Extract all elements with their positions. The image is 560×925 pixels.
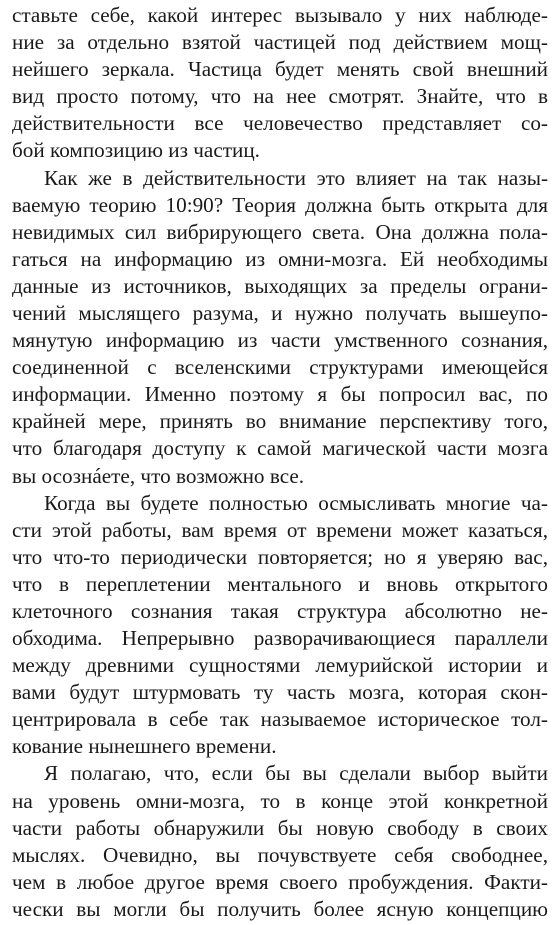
text-line: части работы обнаружили бы новую свободу в своих	[12, 815, 548, 840]
text-line: мянутую информацию из части умственного сознания,	[12, 328, 548, 353]
text-line: центрировала в себе так называемое историческое тол-	[12, 707, 548, 732]
text-line: что в переплетении ментального и вновь открытого	[12, 571, 548, 596]
text-line: ставьте себе, какой интерес вызывало у них наблюде-	[12, 3, 548, 27]
text-line: чений мыслящего разума, и нужно получать вышеупо-	[12, 300, 548, 325]
text-line: гаться на информацию из омни-мозга. Ей необходимы	[12, 246, 548, 271]
text-line: чем в любое другое время своего пробуждения. Факти-	[12, 869, 548, 894]
text-line: нейшего зеркала. Частица будет менять свой внешний	[12, 57, 548, 82]
text-line: действительности все человечество представляет со-	[12, 111, 548, 136]
text-line: кование нынешнего времени.	[12, 734, 277, 759]
text-line: Как же в действительности это влияет на так назы-	[44, 165, 548, 190]
text-line: что что-то периодически повторяется; но я уверяю вас,	[12, 544, 548, 569]
text-line: Я полагаю, что, если бы вы сделали выбор выйти	[44, 761, 548, 786]
text-line: мыслях. Очевидно, вы почувствуете себя свободнее,	[12, 842, 548, 867]
text-line: чески вы могли бы получить более ясную концепцию	[12, 896, 548, 921]
text-line: ваемую теорию 10:90? Теория должна быть открыта для	[12, 192, 548, 217]
text-line: соединенной с вселенскими структурами имеющейся	[12, 355, 548, 380]
text-line: обходима. Непрерывно разворачивающиеся параллели	[12, 626, 548, 651]
text-line: информации. Именно поэтому я бы попросил вас, по	[12, 382, 548, 407]
text-line: на уровень омни-мозга, то в конце этой конкретной	[12, 788, 548, 813]
text-line: бой композицию из частиц.	[12, 138, 260, 163]
text-line: сти этой работы, вам время от времени может казаться,	[12, 517, 548, 542]
text-line: крайней мере, принять во внимание перспективу того,	[12, 409, 548, 434]
text-line: клеточного сознания такая структура абсолютно не-	[12, 598, 548, 623]
text-line: невидимых сил вибрирующего света. Она должна пола-	[12, 219, 548, 244]
text-line: что благодаря доступу к самой магической части мозга	[12, 436, 548, 461]
text-line: между древними сущностями лемурийской истории и	[12, 653, 548, 678]
text-line: данные из источников, выходящих за пределы ограни-	[12, 273, 548, 298]
text-line: ние за отдельно взятой частицей под действием мощ-	[12, 30, 548, 55]
text-line: вами будут штурмовать ту часть мозга, которая скон-	[12, 680, 548, 705]
text-line: вид просто потому, что на нее смотрят. Знайте, что в	[12, 84, 548, 109]
text-line: Когда вы будете полностью осмысливать многие ча-	[44, 490, 548, 515]
text-line: вы осознáете, что возможно все.	[12, 463, 305, 488]
